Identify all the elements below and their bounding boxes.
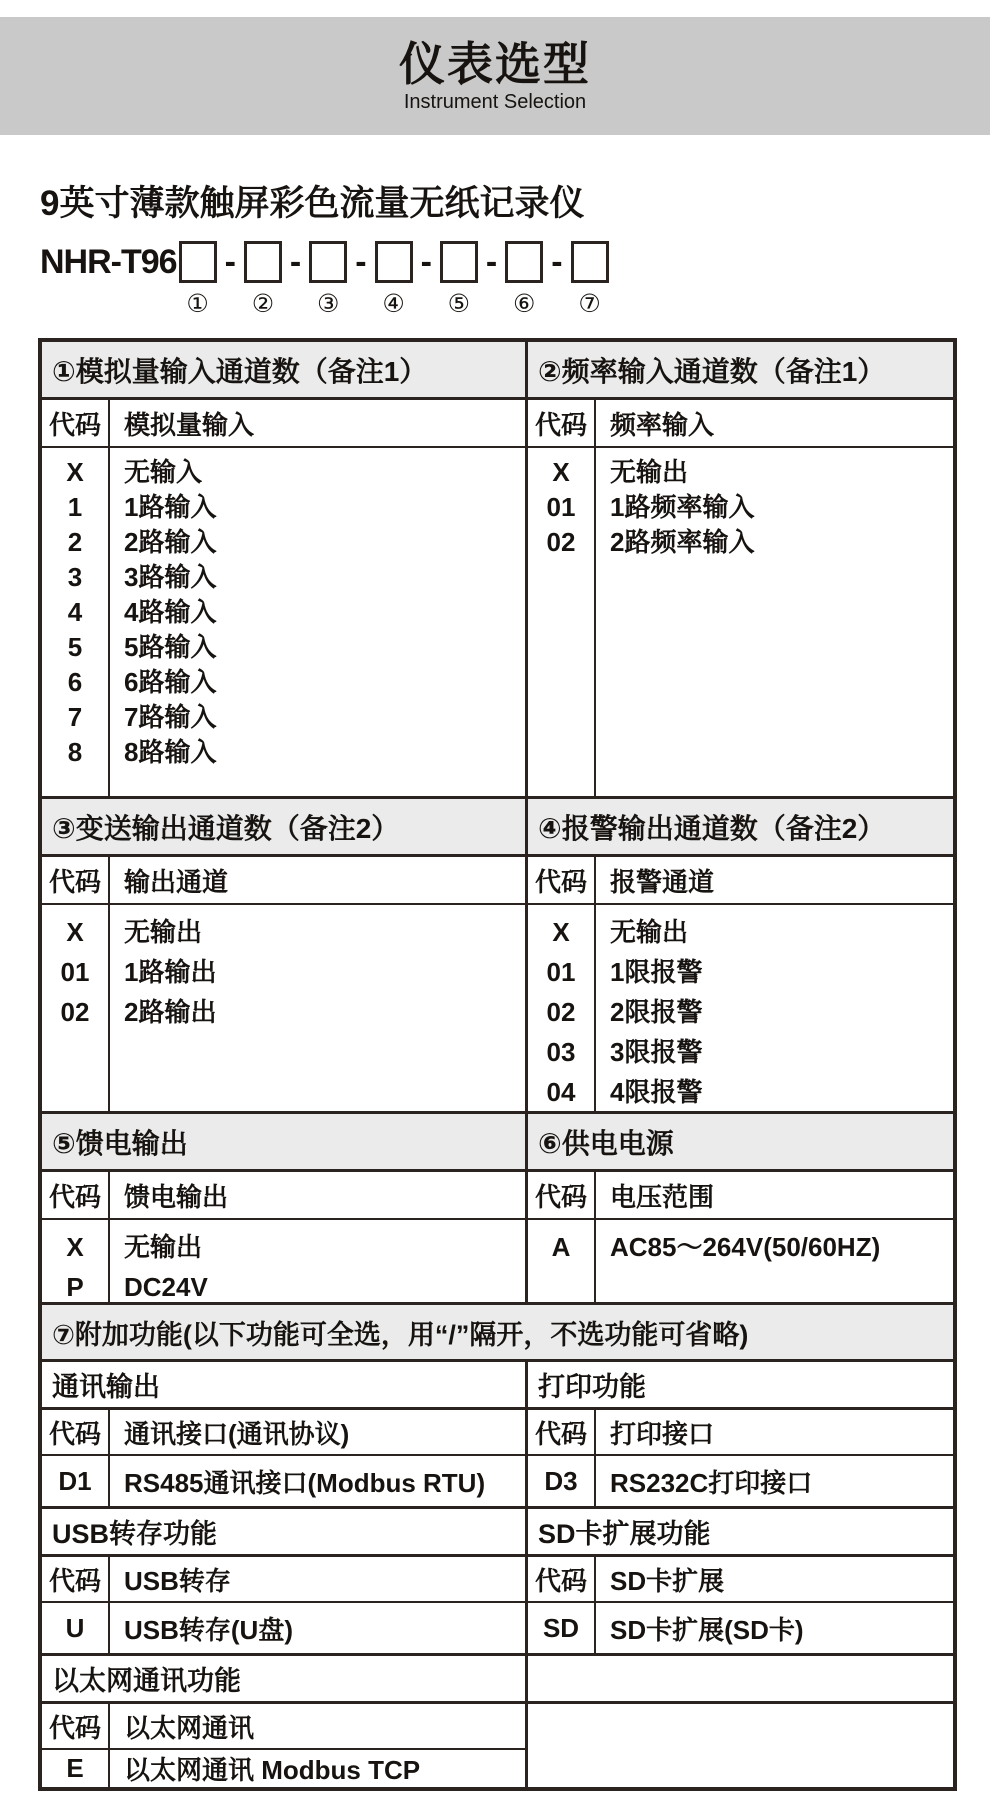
addon-name-communication: 通讯输出 xyxy=(42,1362,528,1407)
desc-cell: 2路频率输入 xyxy=(610,527,755,557)
column-header-row-1 xyxy=(42,400,953,448)
column-header-cell: 以太网通讯 xyxy=(124,1712,255,1743)
code-header-cell: 代码 xyxy=(528,1557,596,1601)
model-segment-5 xyxy=(440,241,478,318)
addon-column-header-row-3 xyxy=(42,1704,525,1750)
desc-column xyxy=(110,448,525,796)
model-segment-7 xyxy=(571,241,609,318)
section-body-row-3 xyxy=(42,1220,953,1305)
code-cell: X xyxy=(552,917,570,947)
model-segment-4 xyxy=(375,241,413,318)
section-header-row-3 xyxy=(42,1114,953,1172)
code-cell: X xyxy=(66,917,84,947)
desc-cell: 3路输入 xyxy=(124,562,217,592)
section-title-power-feed: ⑤馈电输出 xyxy=(42,1114,528,1169)
column-header-row-2 xyxy=(42,857,953,905)
model-segment-box-4 xyxy=(375,241,413,283)
desc-cell: 以太网通讯 Modbus TCP xyxy=(124,1755,421,1785)
addon-body-row-3 xyxy=(42,1750,525,1787)
desc-cell: 2路输入 xyxy=(124,527,217,557)
desc-column xyxy=(596,448,953,796)
desc-cell: 8路输入 xyxy=(124,737,217,767)
model-dash: - xyxy=(551,243,563,281)
model-dash: - xyxy=(485,243,498,281)
desc-cell: 无输出 xyxy=(610,457,689,487)
segment-number-6: ⑥ xyxy=(513,290,536,318)
section-title-alarm-output: ④报警输出通道数（备注2） xyxy=(538,812,886,844)
code-cell: 01 xyxy=(546,957,576,987)
desc-cell: USB转存(U盘) xyxy=(124,1614,293,1645)
segment-number-3: ③ xyxy=(317,290,340,318)
code-cell: 8 xyxy=(67,737,83,767)
desc-cell: 1路频率输入 xyxy=(610,492,755,522)
desc-cell: AC85～264V(50/60HZ) xyxy=(610,1232,881,1262)
code-column xyxy=(528,1220,596,1302)
code-cell: 03 xyxy=(546,1037,576,1067)
addon-final-row xyxy=(42,1704,953,1787)
desc-cell: DC24V xyxy=(124,1272,208,1302)
desc-cell: 无输入 xyxy=(124,457,203,487)
addon-name-usb: USB转存功能 xyxy=(42,1509,528,1554)
desc-cell: 1路输入 xyxy=(124,492,217,522)
model-segment-box-3 xyxy=(309,241,347,283)
segment-number-5: ⑤ xyxy=(447,290,471,318)
section-header-row-2 xyxy=(42,799,953,857)
model-dash: - xyxy=(420,243,432,281)
column-header-cell: 输出通道 xyxy=(124,866,229,897)
code-cell: D1 xyxy=(42,1456,110,1506)
code-cell: SD xyxy=(528,1603,596,1653)
addon-group-row-3 xyxy=(42,1656,953,1704)
code-header-cell: 代码 xyxy=(528,857,596,903)
section-title-frequency-input: ②频率输入通道数（备注1） xyxy=(538,355,886,387)
code-header-cell: 代码 xyxy=(42,1704,110,1748)
code-cell: 04 xyxy=(546,1077,576,1107)
page-banner xyxy=(0,17,990,135)
code-column xyxy=(42,905,110,1111)
desc-cell: 3限报警 xyxy=(610,1037,703,1067)
model-segment-box-2 xyxy=(244,241,282,283)
model-segment-1 xyxy=(179,241,217,318)
desc-column xyxy=(110,905,525,1111)
code-header-cell: 代码 xyxy=(42,1410,110,1454)
code-header-cell: 代码 xyxy=(528,400,596,446)
code-cell: U xyxy=(42,1603,110,1653)
code-header-cell: 代码 xyxy=(42,400,110,446)
model-segment-box-1 xyxy=(179,241,217,283)
segment-number-2: ② xyxy=(251,290,275,318)
addon-name-sd: SD卡扩展功能 xyxy=(538,1519,711,1549)
code-cell: A xyxy=(551,1232,571,1262)
code-cell: 3 xyxy=(67,562,83,592)
desc-cell: 2限报警 xyxy=(610,997,703,1027)
code-cell: 02 xyxy=(546,997,576,1027)
empty-cell xyxy=(528,1656,953,1701)
segment-number-1: ① xyxy=(186,290,209,318)
section-body-row-2 xyxy=(42,905,953,1114)
column-header-cell: 报警通道 xyxy=(610,866,715,897)
code-cell: 4 xyxy=(67,597,83,627)
code-cell: 01 xyxy=(546,492,576,522)
desc-cell: 无输出 xyxy=(124,917,203,947)
model-prefix: NHR-T96 xyxy=(40,243,177,281)
code-cell: 7 xyxy=(67,702,83,732)
desc-column xyxy=(110,1220,525,1302)
column-header-cell: 通讯接口(通讯协议) xyxy=(124,1418,350,1449)
code-column xyxy=(42,448,110,796)
code-cell: D3 xyxy=(528,1456,596,1506)
column-header-row-3 xyxy=(42,1172,953,1220)
desc-cell: 无输出 xyxy=(610,917,689,947)
desc-cell: 4限报警 xyxy=(610,1077,703,1107)
code-column xyxy=(528,448,596,796)
model-segment-3 xyxy=(309,241,347,318)
desc-cell: 1路输出 xyxy=(124,957,217,987)
section-body-row-1 xyxy=(42,448,953,799)
column-header-cell: 频率输入 xyxy=(610,409,715,440)
code-cell: 02 xyxy=(60,997,90,1027)
model-dash: - xyxy=(355,243,367,281)
column-header-cell: 电压范围 xyxy=(610,1181,715,1212)
product-title: 9英寸薄款触屏彩色流量无纸记录仪 xyxy=(40,184,585,223)
desc-cell: RS485通讯接口(Modbus RTU) xyxy=(124,1467,486,1498)
selection-table xyxy=(38,338,957,1791)
desc-cell: RS232C打印接口 xyxy=(610,1467,813,1498)
addon-column-header-row-2 xyxy=(42,1557,953,1603)
desc-cell: 1限报警 xyxy=(610,957,703,987)
desc-column xyxy=(596,905,953,1111)
desc-cell: 2路输出 xyxy=(124,997,217,1027)
addon-name-ethernet: 以太网通讯功能 xyxy=(42,1656,528,1701)
addon-body-row-1 xyxy=(42,1456,953,1509)
desc-cell: 5路输入 xyxy=(124,632,217,662)
code-column xyxy=(528,905,596,1111)
column-header-cell: 模拟量输入 xyxy=(124,409,255,440)
code-cell: 5 xyxy=(67,632,83,662)
model-segment-2 xyxy=(244,241,282,318)
desc-cell: SD卡扩展(SD卡) xyxy=(610,1614,804,1645)
code-cell: E xyxy=(42,1750,110,1787)
segment-number-7: ⑦ xyxy=(578,290,601,318)
code-cell: 2 xyxy=(67,527,83,557)
model-dash: - xyxy=(289,243,302,281)
addon-body-row-2 xyxy=(42,1603,953,1656)
model-segment-box-5 xyxy=(440,241,478,283)
addon-column-header-row-1 xyxy=(42,1410,953,1456)
code-header-cell: 代码 xyxy=(42,1557,110,1601)
code-header-cell: 代码 xyxy=(528,1410,596,1454)
code-cell: X xyxy=(552,457,570,487)
segment-number-4: ④ xyxy=(382,290,405,318)
column-header-cell: 打印接口 xyxy=(610,1418,715,1449)
model-segment-box-7 xyxy=(571,241,609,283)
column-header-cell: USB转存 xyxy=(124,1565,231,1596)
desc-cell: 无输出 xyxy=(124,1232,203,1262)
section-title-power-supply: ⑥供电电源 xyxy=(538,1127,674,1159)
desc-cell: 4路输入 xyxy=(124,597,217,627)
code-cell: X xyxy=(66,1232,84,1262)
model-segment-6 xyxy=(505,241,543,318)
code-header-cell: 代码 xyxy=(528,1172,596,1218)
desc-column xyxy=(596,1220,953,1302)
code-cell: 6 xyxy=(67,667,83,697)
addons-title: ⑦附加功能(以下功能可全选，用“/”隔开，不选功能可省略) xyxy=(52,1319,749,1350)
column-header-cell: 馈电输出 xyxy=(124,1181,229,1212)
section-title-analog-input: ①模拟量输入通道数（备注1） xyxy=(42,342,528,397)
column-header-cell: SD卡扩展 xyxy=(610,1565,725,1596)
model-code-line xyxy=(40,241,990,318)
section-title-transmit-output: ③变送输出通道数（备注2） xyxy=(42,799,528,854)
section-header-row-1 xyxy=(42,342,953,400)
code-cell: 01 xyxy=(60,957,90,987)
banner-subtitle: Instrument Selection xyxy=(403,90,587,113)
empty-cell xyxy=(528,1704,953,1787)
code-cell: 02 xyxy=(546,527,576,557)
code-cell: 1 xyxy=(67,492,83,522)
code-header-cell: 代码 xyxy=(42,857,110,903)
addon-group-row-1 xyxy=(42,1362,953,1410)
banner-title: 仪表选型 xyxy=(399,37,591,90)
code-cell: P xyxy=(66,1272,84,1302)
code-cell: X xyxy=(66,457,84,487)
model-segment-box-6 xyxy=(505,241,543,283)
addons-header-row xyxy=(42,1305,953,1362)
addon-name-print: 打印功能 xyxy=(538,1372,646,1402)
desc-cell: 6路输入 xyxy=(124,667,217,697)
code-header-cell: 代码 xyxy=(42,1172,110,1218)
code-column xyxy=(42,1220,110,1302)
desc-cell: 7路输入 xyxy=(124,702,217,732)
addon-group-row-2 xyxy=(42,1509,953,1557)
model-dash: - xyxy=(224,243,236,281)
